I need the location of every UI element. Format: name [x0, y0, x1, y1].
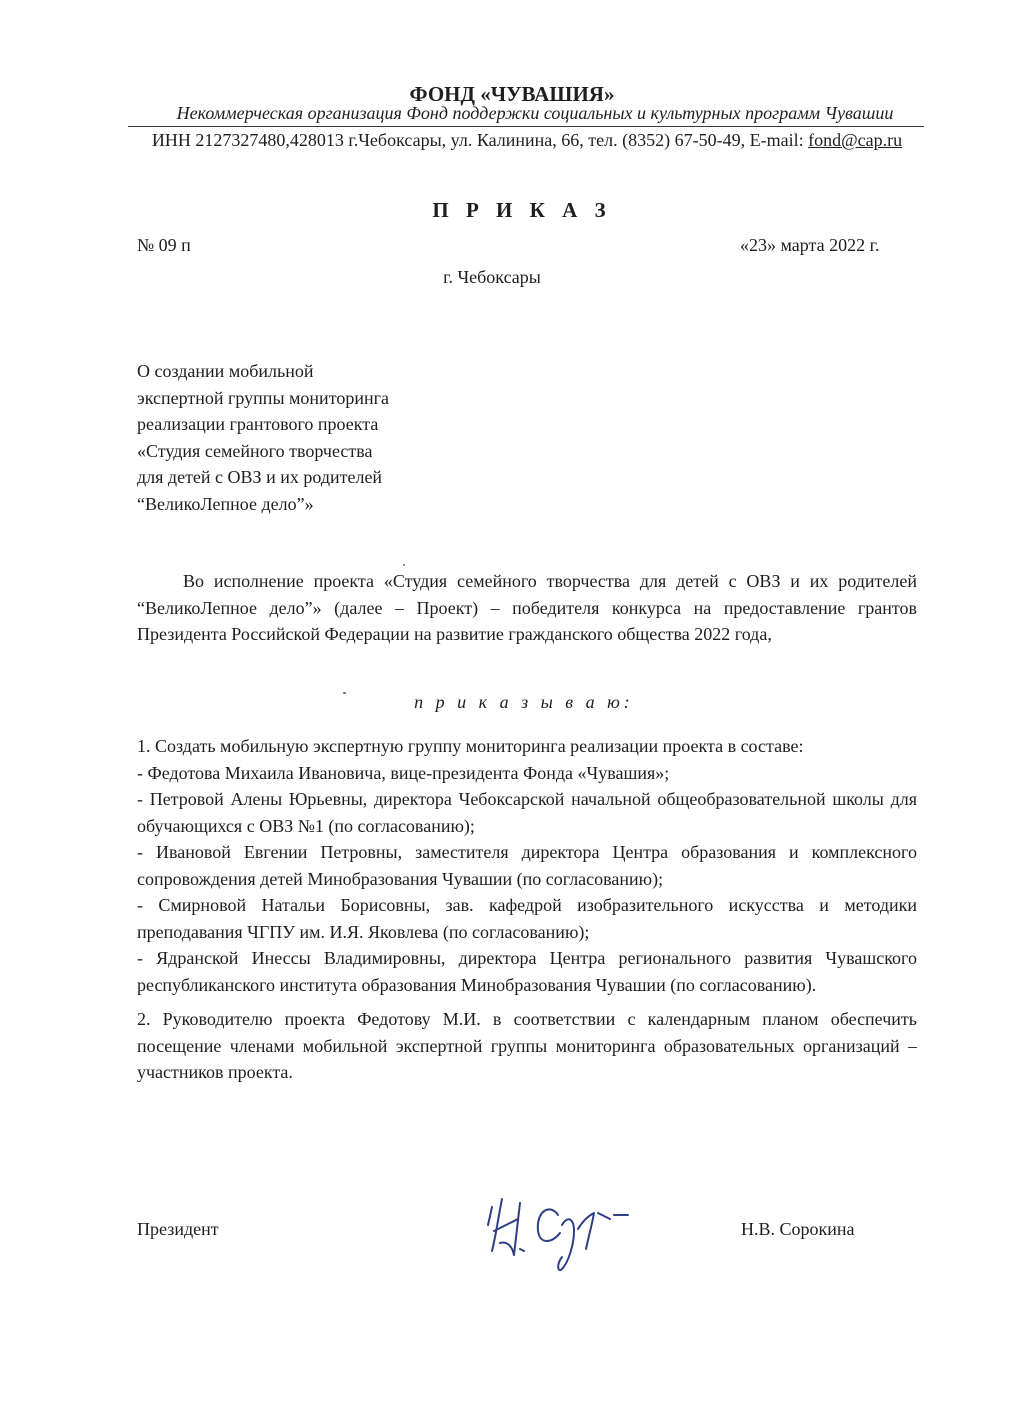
- letterhead-divider: [128, 126, 924, 127]
- item-2: 2. Руководителю проекта Федотову М.И. в соответствии с календарным планом обеспечить посещение членами мобильной экспертной группы мониторинга образовательных организаций – участников проекта.: [137, 1009, 917, 1082]
- member-item: - Петровой Алены Юрьевны, директора Чебоксарской начальной общеобразовательной школы для обучающихся с ОВЗ №1 (по согласованию);: [137, 789, 917, 836]
- subject-line: О создании мобильной: [137, 361, 314, 381]
- member-item: - Смирновой Натальи Борисовны, зав. кафедрой изобразительного искусства и методики преподавания ЧГПУ им. И.Я. Яковлева (по согласованию);: [137, 895, 917, 942]
- subject-line: “ВеликоЛепное дело”»: [137, 493, 314, 514]
- scan-speck: [403, 564, 405, 566]
- subject-line: «Студия семейного творчества: [137, 440, 373, 461]
- signatory-name: Н.В. Сорокина: [741, 1219, 855, 1239]
- document-subject: [137, 358, 457, 517]
- handwritten-signature: [478, 1185, 638, 1277]
- document-date: «23» марта 2022 г.: [740, 235, 880, 255]
- item-1-title: 1. Создать мобильную экспертную группу мониторинга реализации проекта в составе:: [137, 736, 804, 756]
- member-item: - Ядранской Инессы Владимировны, директора Центра регионального развития Чувашского республиканского института образования Минобразования Чувашии (по согласованию).: [137, 948, 917, 995]
- document-city: г. Чебоксары: [443, 267, 541, 287]
- member-item: - Ивановой Евгении Петровны, заместителя директора Центра образования и комплексного сопровождения детей Минобразования Чувашии (по согласованию);: [137, 842, 917, 889]
- subject-line: для детей с ОВЗ и их родителей: [137, 467, 383, 487]
- email-link[interactable]: fond@cap.ru: [808, 130, 903, 150]
- member-item: - Федотова Михаила Ивановича, вице-президента Фонда «Чувашия»;: [137, 762, 670, 783]
- signatory-role: Президент: [137, 1219, 219, 1239]
- subject-line: экспертной группы мониторинга: [137, 387, 389, 408]
- contact-details: ИНН 2127327480,428013 г.Чебоксары, ул. Калинина, 66, тел. (8352) 67-50-49, E-mail:: [151, 130, 809, 150]
- organization-subtitle: Некоммерческая организация Фонд поддержки социальных и культурных программ Чувашии: [176, 103, 894, 123]
- subject-line: реализации грантового проекта: [137, 414, 379, 434]
- order-items: [137, 733, 917, 1086]
- organization-contacts: [0, 130, 1024, 151]
- order-word: п р и к а з ы в а ю:: [414, 692, 634, 712]
- organization-name: ФОНД «ЧУВАШИЯ»: [409, 82, 615, 106]
- document-number: № 09 п: [137, 235, 191, 255]
- preamble-paragraph: Во исполнение проекта «Студия семейного творчества для детей с ОВЗ и их родителей “ВеликоЛепное дело”» (далее – Проект) – победителя конкурса на предоставление грантов Президента Российской Федерации на развитие гражданского общества 2022 года,: [137, 571, 917, 644]
- document-title: П Р И К А З: [432, 198, 612, 222]
